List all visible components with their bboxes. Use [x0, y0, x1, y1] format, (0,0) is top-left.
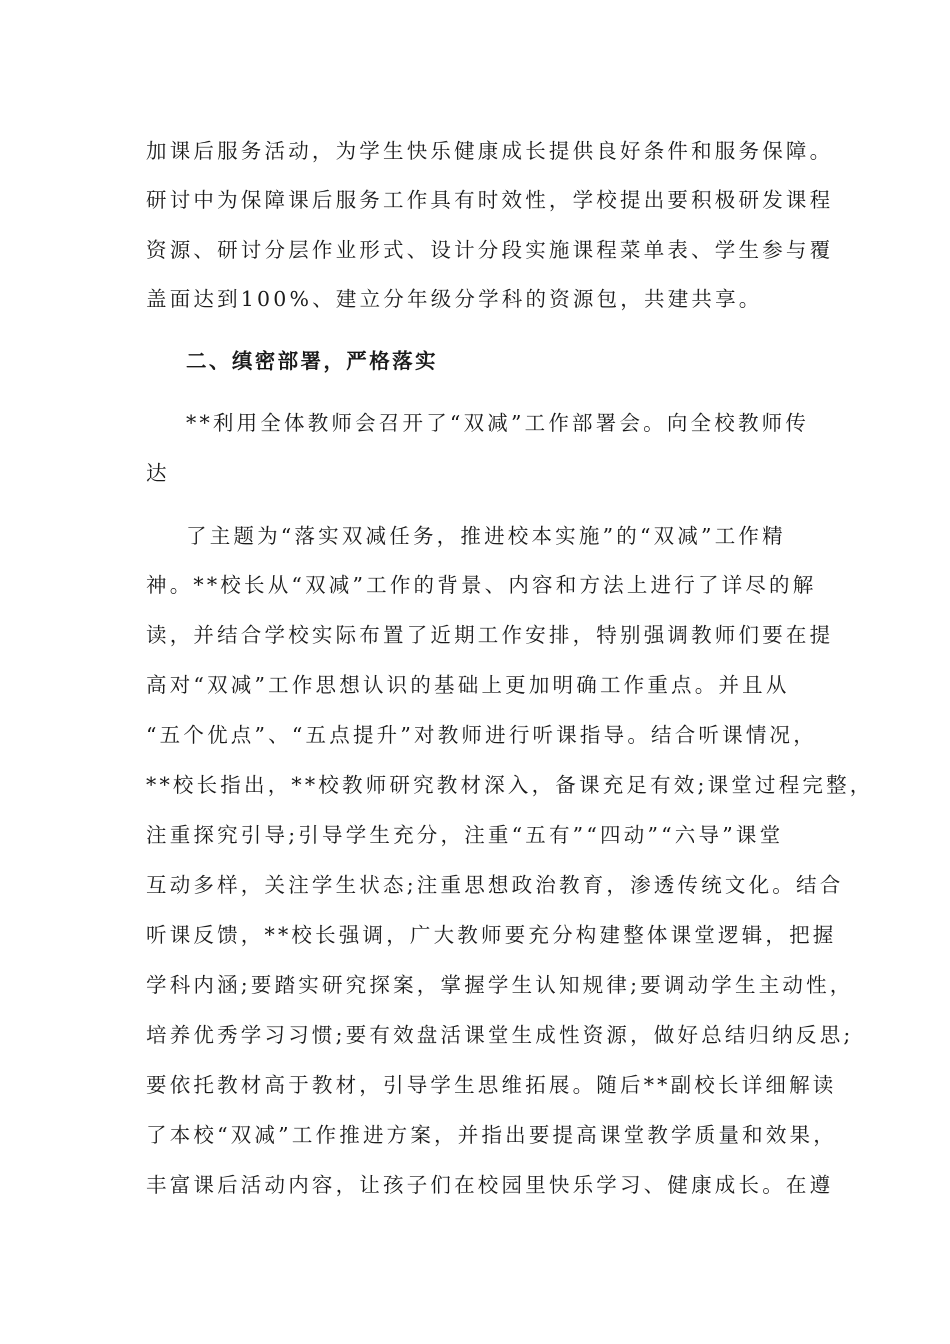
text-line: 了主题为“落实双减任务，推进校本实施”的“双减”工作精: [186, 524, 786, 548]
text-line: 要依托教材高于教材，引导学生思维拓展。随后**副校长详细解读: [146, 1073, 837, 1097]
text-line: 读，并结合学校实际布置了近期工作安排，特别强调教师们要在提: [146, 623, 834, 647]
text-line: 注重探究引导;引导学生充分，注重“五有”“四动”“六导”课堂: [146, 823, 784, 847]
text-line: **校长指出，**校教师研究教材深入，备课充足有效;课堂过程完整，: [146, 773, 874, 797]
text-line: 丰富课后活动内容，让孩子们在校园里快乐学习、健康成长。在遵: [146, 1173, 834, 1197]
text-line: 达: [146, 461, 170, 485]
text-line: 研讨中为保障课后服务工作具有时效性，学校提出要积极研发课程: [146, 188, 834, 212]
text-line: 互动多样，关注学生状态;注重思想政治教育，渗透传统文化。结合: [146, 873, 844, 897]
text-line: 培养优秀学习习惯;要有效盘活课堂生成性资源，做好总结归纳反思;: [146, 1023, 854, 1047]
text-line: 神。**校长从“双减”工作的背景、内容和方法上进行了详尽的解: [146, 573, 817, 597]
text-line: 听课反馈，**校长强调，广大教师要充分构建整体课堂逻辑，把握: [146, 923, 837, 947]
text-line: 资源、研讨分层作业形式、设计分段实施课程菜单表、学生参与覆: [146, 238, 834, 262]
text-line: 加课后服务活动，为学生快乐健康成长提供良好条件和服务保障。: [146, 139, 834, 163]
text-line: 学科内涵;要踏实研究探案，掌握学生认知规律;要调动学生主动性，: [146, 973, 854, 997]
text-line: 高对“双减”工作思想认识的基础上更加明确工作重点。并且从: [146, 673, 790, 697]
text-line: 盖面达到100%、建立分年级分学科的资源包，共建共享。: [146, 287, 763, 311]
text-line: 了本校“双减”工作推进方案，并指出要提高课堂教学质量和效果，: [146, 1123, 837, 1147]
text-line: “五个优点”、“五点提升”对教师进行听课指导。结合听课情况，: [146, 723, 817, 747]
section-heading: 二、缜密部署，严格落实: [186, 349, 438, 373]
text-line: **利用全体教师会召开了“双减”工作部署会。向全校教师传: [186, 411, 810, 435]
